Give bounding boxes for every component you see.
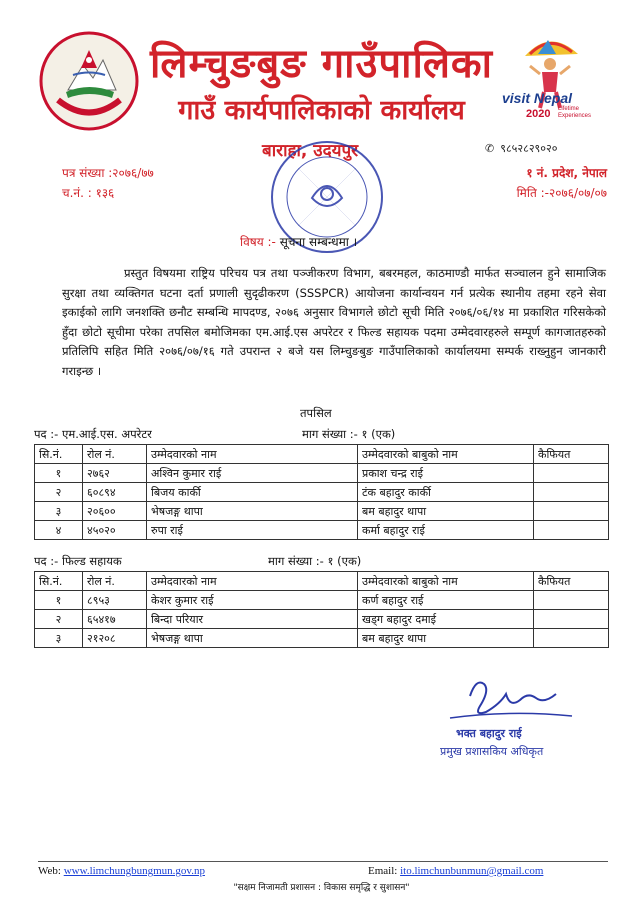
table-row: १ २७६२ अश्विन कुमार राई प्रकाश चन्द्र राई (35, 464, 609, 483)
table-row: ४ ४५०२० रुपा राई कर्मा बहादुर राई (35, 521, 609, 540)
visit-nepal-year: 2020 (526, 108, 551, 120)
web-label: Web: (38, 865, 61, 877)
subject-line (240, 233, 357, 250)
visit-nepal-tagline: Lifetime Experiences (558, 106, 592, 119)
signatory-designation: प्रमुख प्रशासकिय अधिकृत (440, 745, 544, 758)
header-remarks: कैफियत (534, 572, 609, 591)
phone-icon: ✆ (485, 142, 495, 155)
header-sn: सि.नं. (35, 572, 83, 591)
post2-demand: माग संख्या :- १ (एक) (268, 554, 362, 568)
municipality-title: लिम्चुङबुङ गाउँपालिका (149, 41, 494, 87)
letter-number: पत्र संख्या :२०७६/७७ (62, 166, 154, 180)
dispatch-number: च.नं. : १३६ (62, 186, 115, 200)
footer-motto: "सक्षम निजामती प्रशासन : विकास समृद्धि र सुशासन" (233, 883, 410, 893)
phone-number-text: ९८५२८२९०२० (500, 142, 558, 155)
footer-web (38, 865, 205, 877)
post1-table (34, 444, 609, 540)
post1-demand: माग संख्या :- १ (एक) (302, 427, 396, 441)
province-label: १ नं. प्रदेश, नेपाल (526, 166, 607, 180)
table-row: ३ २०६०० भेषजङ्ग थापा बम बहादुर थापा (35, 502, 609, 521)
post1-label: पद :- एम.आई.एस. अपरेटर (34, 427, 152, 441)
details-heading: तपसिल (300, 406, 332, 420)
post2-label: पद :- फिल्ड सहायक (34, 554, 122, 568)
header-father: उम्मेदवारको बाबुको नाम (358, 572, 534, 591)
letter-date: मिति :-२०७६/०७/०७ (516, 186, 607, 200)
phone-number (485, 141, 557, 156)
table-row: २ ६०८९४ बिजय कार्की टंक बहादुर कार्की (35, 483, 609, 502)
post2-table (34, 571, 609, 648)
header-father: उम्मेदवारको बाबुको नाम (358, 445, 534, 464)
header-sn: सि.नं. (35, 445, 83, 464)
footer-email (368, 865, 543, 877)
table-row: २ ६५४१७ बिन्दा परियार खड्ग बहादुर दमाई (35, 610, 609, 629)
email-label: Email: (368, 865, 398, 877)
subject-label: विषय :- (240, 235, 276, 249)
visit-nepal-text: visit Nepal (502, 90, 573, 106)
website-link[interactable]: www.limchungbungmun.gov.np (63, 865, 205, 877)
header-roll: रोल नं. (83, 572, 147, 591)
office-address: बाराहा, उदयपुर (262, 141, 359, 161)
letter-body: प्रस्तुत विषयमा राष्ट्रिय परिचय पत्र तथा पञ्जीकरण विभाग, बबरमहल, काठमाण्डौ मार्फत सञ्चालन हुने सामाजिक सुरक्षा तथा व्यक्तिगत घटना दर्ता प्रणाली सुदृढीकरण (SSSPCR) आयोजना कार्यान्वयन गर्न प्रत्येक स्थानीय तहमा रहने सेवा इकाईको लागि जनशक्ति छनौट सम्बन्धि मापदण्ड, २०७६ अनुसार विभागले छोटो सूची मिति २०७६/०६/१४ मा प्रकाशित गरिसकेको हुँदा छोटो सूचीमा परेका तपसिल बमोजिमका एम.आई.एस अपरेटर र फिल्ड सहायक पदमा उम्मेदवारहरुले सम्पूर्ण कागजातहरुको प्रतिलिपि सहित मिति २०७६/०७/१६ गते उपरान्त २ बजे यस लिम्चुङबुङ गाउँपालिकाको कार्यालयमा सम्पर्क राख्नुहुन जानकारी गराइन्छ । (62, 266, 606, 378)
header-roll: रोल नं. (83, 445, 147, 464)
office-title: गाउँ कार्यपालिकाको कार्यालय (178, 95, 465, 126)
footer-divider (38, 861, 608, 862)
table-header-row (35, 445, 609, 464)
table-row: ३ २१२०८ भेषजङ्ग थापा बम बहादुर थापा (35, 629, 609, 648)
subject-text: सूचना सम्बन्धमा । (279, 235, 358, 249)
table-row: १ ८९५३ केशर कुमार राई कर्ण बहादुर राई (35, 591, 609, 610)
email-link[interactable]: ito.limchunbunmun@gmail.com (400, 865, 544, 877)
signatory-name: भक्त बहादुर राई (456, 727, 522, 740)
table-header-row (35, 572, 609, 591)
header-candidate: उम्मेदवारको नाम (147, 445, 358, 464)
header-candidate: उम्मेदवारको नाम (147, 572, 358, 591)
signature (440, 676, 580, 724)
header-remarks: कैफियत (534, 445, 609, 464)
